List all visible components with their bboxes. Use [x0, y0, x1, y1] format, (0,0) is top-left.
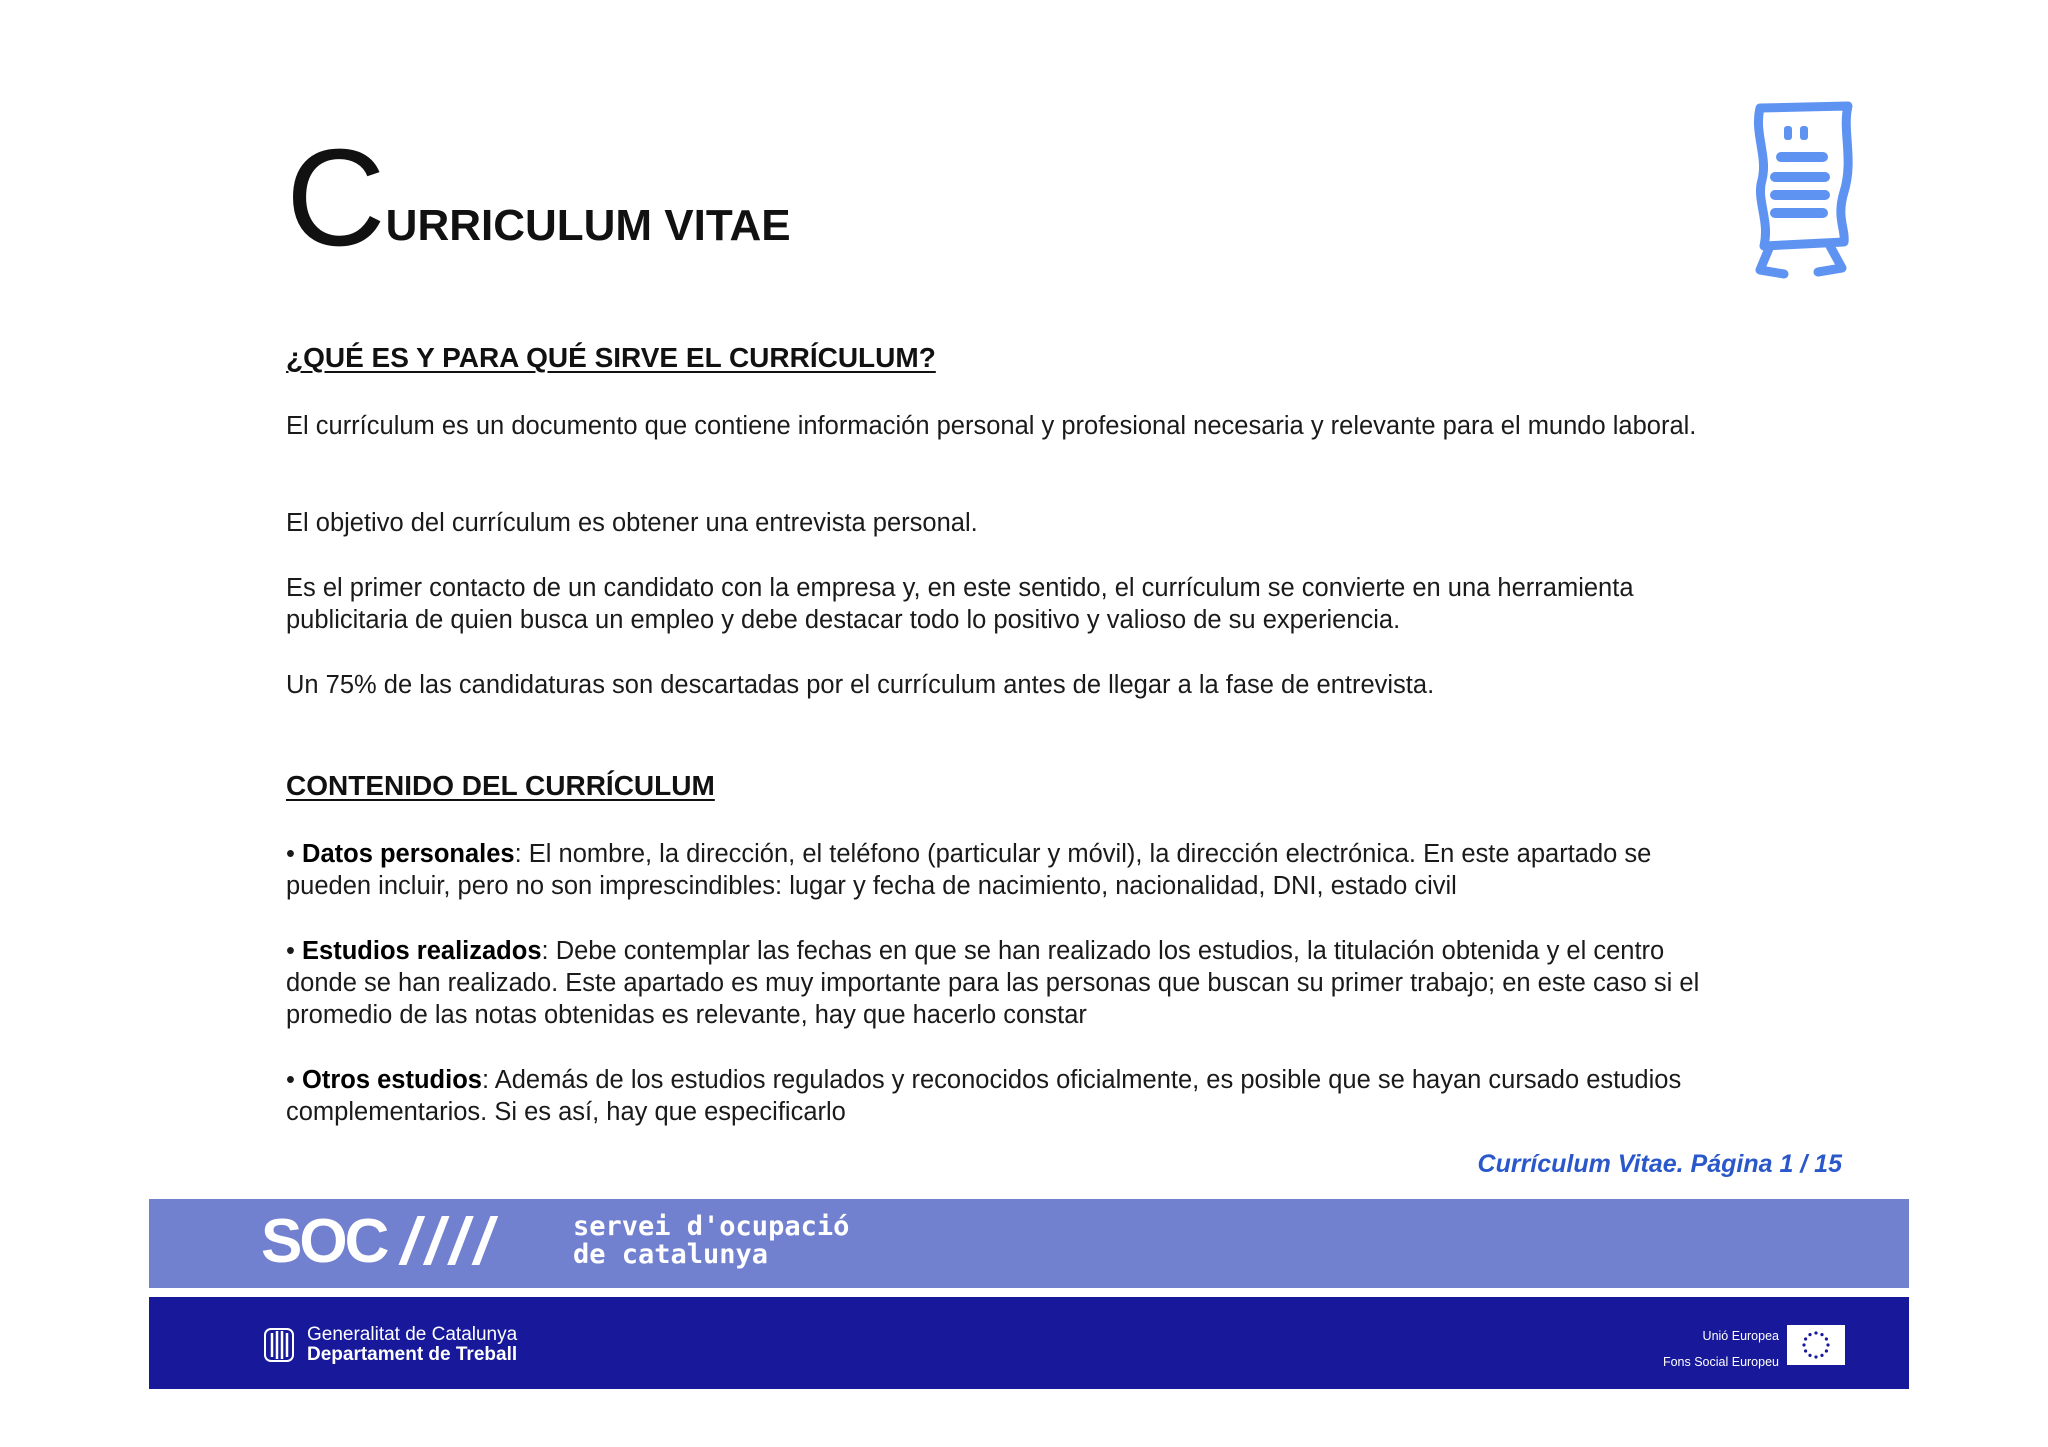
item-text: : Debe contemplar las fechas en que se han realizado los estudios, la titulación obtenida y el centro donde se han realizado. Este apartado es muy importante para las personas que buscan su primer trabajo; en este caso si el promedio de las notas obtenidas es relevante, hay que hacerlo constar — [286, 937, 1700, 1029]
section-heading-contents: CONTENIDO DEL CURRÍCULUM — [286, 770, 715, 801]
curriculum-document-mascot-icon — [1746, 100, 1866, 280]
generalitat-logo-icon — [263, 1327, 295, 1363]
title-initial: C — [286, 121, 382, 275]
soc-slashes: //// — [401, 1204, 499, 1278]
paragraph: Un 75% de las candidaturas son descartadas por el currículum antes de llegar a la fase de entrevista. — [286, 671, 1435, 699]
bullet: • — [286, 840, 295, 868]
list-item — [286, 1064, 1706, 1128]
bullet: • — [286, 937, 295, 965]
eu-line2: Fons Social Europeu — [1662, 1355, 1779, 1369]
item-text: : El nombre, la dirección, el teléfono (particular y móvil), la dirección electrónica. En este apartado se pueden incluir, pero no son imprescindibles: lugar y fecha de nacimiento, nacionalidad, DNI, estado civil — [286, 840, 1652, 900]
eu-line1: Unió Europea — [1702, 1329, 1779, 1343]
page-title — [286, 121, 791, 275]
paragraph: El objetivo del currículum es obtener una entrevista personal. — [286, 509, 978, 537]
list-item — [286, 935, 1706, 1031]
institution-banner — [149, 1297, 1909, 1389]
title-rest: URRICULUM VITAE — [385, 201, 791, 250]
generalitat-line2: Departament de Treball — [307, 1344, 518, 1365]
item-term: Estudios realizados — [302, 937, 542, 965]
page-number: Currículum Vitae. Página 1 / 15 — [1477, 1150, 1842, 1178]
item-term: Datos personales — [302, 840, 515, 868]
eu-flag-icon — [1787, 1325, 1845, 1365]
list-item — [286, 838, 1706, 902]
generalitat-text — [307, 1325, 517, 1365]
soc-subtitle — [573, 1213, 849, 1269]
eu-text — [1519, 1323, 1779, 1375]
paragraph: El currículum es un documento que contiene información personal y profesional necesaria y relevante para el mundo laboral. — [286, 412, 1697, 440]
item-text: : Además de los estudios regulados y reconocidos oficialmente, es posible que se hayan cursado estudios complementarios. Si es así, hay que especificarlo — [286, 1066, 1682, 1126]
paragraph: Es el primer contacto de un candidato con la empresa y, en este sentido, el currículum se convierte en una herramienta publicitaria de quien busca un empleo y debe destacar todo lo positivo y valioso de su experiencia. — [286, 574, 1634, 634]
item-term: Otros estudios — [302, 1066, 482, 1094]
generalitat-line1: Generalitat de Catalunya — [307, 1324, 518, 1345]
bullet: • — [286, 1066, 295, 1094]
soc-banner — [149, 1199, 1909, 1288]
soc-subtitle-line2: de catalunya — [573, 1239, 769, 1270]
soc-logo: SOC — [261, 1207, 387, 1276]
soc-subtitle-line1: servei d'ocupació — [573, 1211, 850, 1242]
section-heading-what-is: ¿QUÉ ES Y PARA QUÉ SIRVE EL CURRÍCULUM? — [286, 342, 936, 373]
